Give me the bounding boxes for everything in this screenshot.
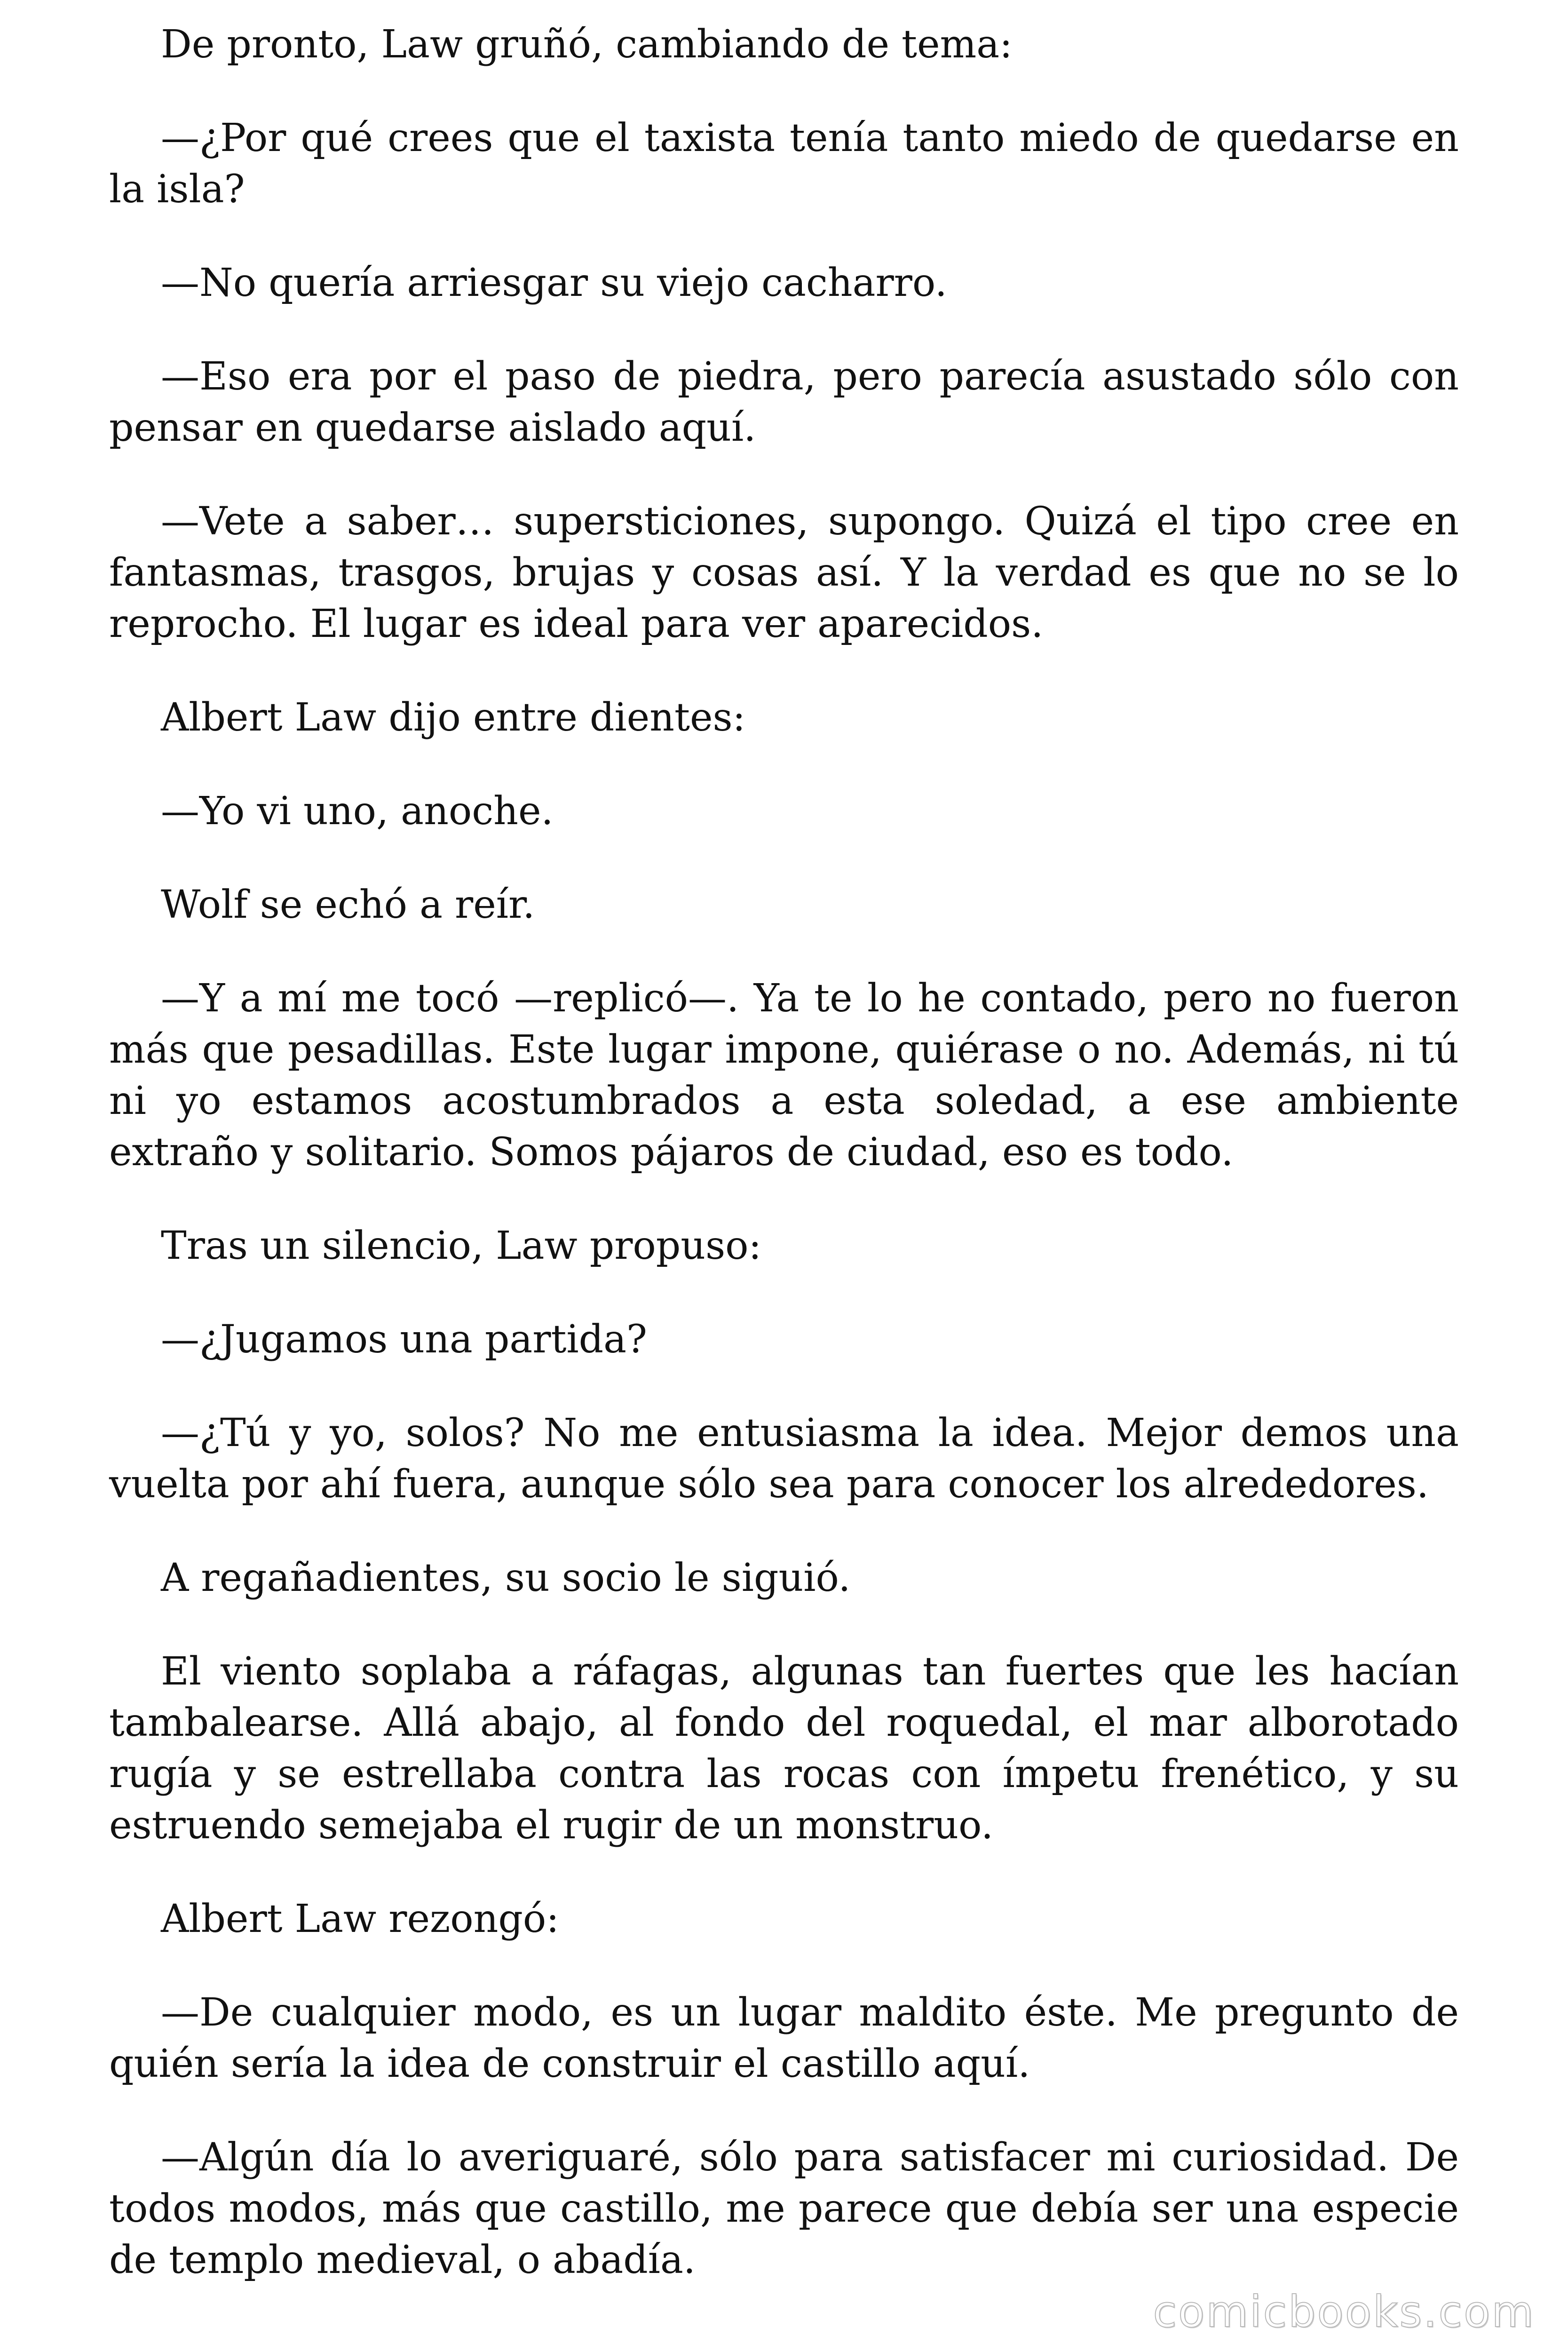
paragraph: —¿Por qué crees que el taxista tenía tanto miedo de quedarse en la isla? xyxy=(109,116,1459,212)
paragraph: —Vete a saber… supersticiones, supongo. Quizá el tipo cree en fantasmas, trasgos, brujas y cosas así. Y la verdad es que no se lo reprocho. El lugar es ideal para ver aparecidos. xyxy=(109,499,1459,646)
page-text xyxy=(109,19,1459,2328)
paragraph: Albert Law dijo entre dientes: xyxy=(161,695,746,740)
paragraph: —Algún día lo averiguaré, sólo para satisfacer mi curiosidad. De todos modos, más que castillo, me parece que debía ser una especie de templo medieval, o abadía. xyxy=(109,2135,1459,2282)
paragraph: Tras un silencio, Law propuso: xyxy=(161,1224,762,1268)
paragraph: —Y a mí me tocó —replicó—. Ya te lo he contado, pero no fueron más que pesadillas. Este lugar impone, quiérase o no. Además, ni tú ni yo estamos acostumbrados a esta soledad, a ese ambiente extraño y solitario. Somos pájaros de ciudad, eso es todo. xyxy=(109,976,1459,1175)
paragraph: —De cualquier modo, es un lugar maldito éste. Me pregunto de quién sería la idea de construir el castillo aquí. xyxy=(109,1990,1459,2086)
paragraph: —¿Jugamos una partida? xyxy=(161,1317,647,1362)
paragraph: —Yo vi uno, anoche. xyxy=(161,789,554,834)
paragraph: Wolf se echó a reír. xyxy=(161,882,535,927)
paragraph: —Eso era por el paso de piedra, pero parecía asustado sólo con pensar en quedarse aislado aquí. xyxy=(109,354,1459,450)
watermark: comicbooks.com xyxy=(1153,2287,1535,2337)
paragraph: —No quería arriesgar su viejo cacharro. xyxy=(161,261,947,305)
paragraph: De pronto, Law gruñó, cambiando de tema: xyxy=(161,22,1013,67)
paragraph: Albert Law rezongó: xyxy=(161,1897,559,1941)
paragraph: El viento soplaba a ráfagas, algunas tan fuertes que les hacían tambalearse. Allá abajo, al fondo del roquedal, el mar alborotado rugía y se estrellaba contra las rocas con ímpetu frenético, y su estruendo semejaba el rugir de un monstruo. xyxy=(109,1649,1459,1848)
paragraph: —¿Tú y yo, solos? No me entusiasma la idea. Mejor demos una vuelta por ahí fuera, aunque sólo sea para conocer los alrededores. xyxy=(109,1411,1459,1507)
paragraph: A regañadientes, su socio le siguió. xyxy=(161,1556,851,1600)
